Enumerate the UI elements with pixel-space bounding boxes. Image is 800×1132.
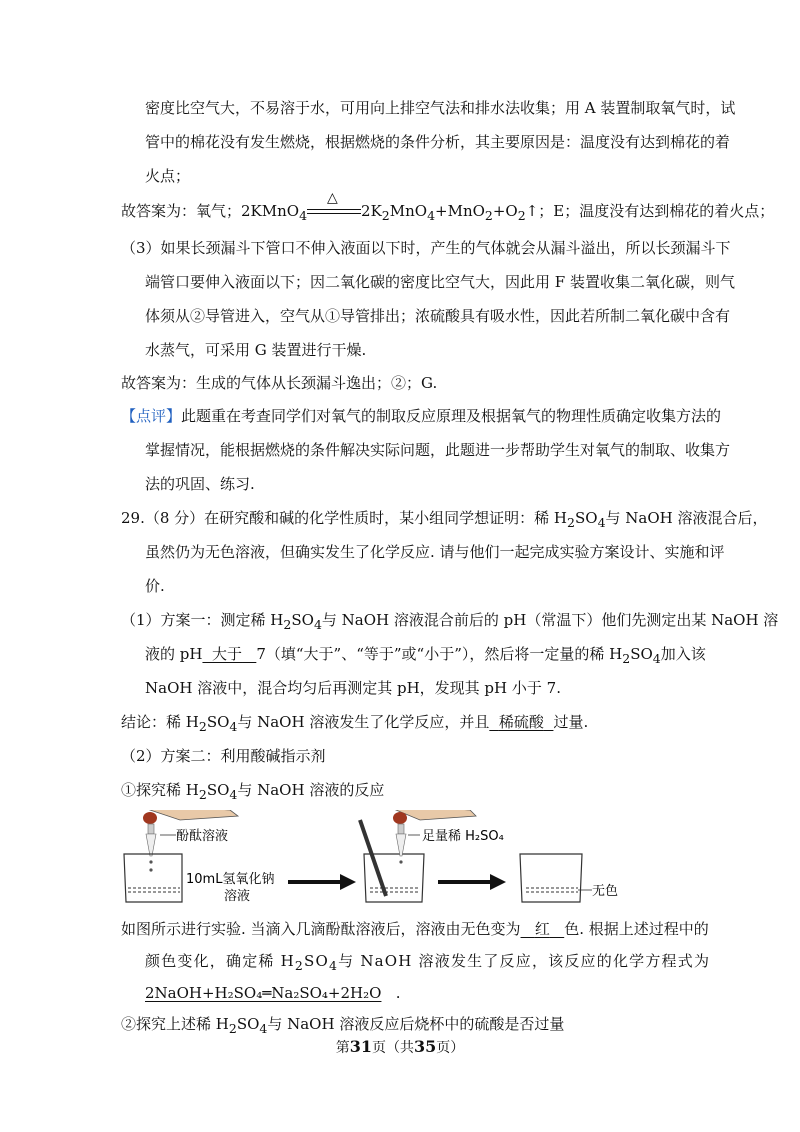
text-line: ②探究上述稀 $H_2SO_4$与 NaOH 溶液反应后烧杯中的硫酸是否过量: [121, 1015, 565, 1036]
beaker-left: [124, 854, 182, 902]
heat-arrow: [307, 190, 361, 219]
label-colorless: 无色: [592, 884, 619, 899]
text-line: 管中的棉花没有发生燃烧，根据燃烧的条件分析，其主要原因是：温度没有达到棉花的着: [145, 133, 731, 151]
answer-line: 故答案为：生成的气体从长颈漏斗逸出；②；G.: [121, 374, 438, 392]
answer-blank: 稀硫酸: [498, 713, 544, 731]
text-line: 端管口要伸入液面以下；因二氧化碳的密度比空气大，因此用 F 装置收集二氧化碳，则气: [145, 273, 735, 291]
arrow-right-icon: [288, 874, 356, 890]
comment-tag: 【点评】: [121, 407, 182, 425]
comment-line: 【点评】此题重在考查同学们对氧气的制取反应原理及根据氧气的物理性质确定收集方法的: [121, 407, 722, 425]
text-line: 体须从②导管进入，空气从①导管排出；浓硫酸具有吸水性，因此若所制二氧化碳中含有: [145, 307, 731, 325]
text-line: （3）如果长颈漏斗下管口不伸入液面以下时，产生的气体就会从漏斗溢出，所以长颈漏斗下: [121, 239, 731, 257]
label-sulfuric-acid: 足量稀 H₂SO₄: [422, 829, 504, 844]
text-line: 掌握情况，能根据燃烧的条件解决实际问题，此题进一步帮助学生对氧气的制取、收集方: [145, 441, 731, 459]
text-line: 价.: [145, 577, 165, 595]
equation-blank: 2NaOH+H₂SO₄═Na₂SO₄+2H₂O: [145, 984, 382, 1002]
text-line: 水蒸气，可采用 G 装置进行干燥.: [145, 341, 367, 359]
question-line: 29.（8 分）在研究酸和碱的化学性质时，某小组同学想证明：稀 $H_2SO_4$与 NaOH 溶液混合后，: [121, 509, 768, 530]
experiment-figure: [120, 810, 680, 910]
page-total: 35: [414, 1037, 437, 1056]
answer-blank: 大于: [212, 645, 243, 663]
answer-blank: 红: [534, 920, 550, 938]
heat-mark: △: [327, 190, 338, 206]
text-line: ①探究稀 $H_2SO_4$与 NaOH 溶液的反应: [121, 781, 385, 802]
beaker-middle: [360, 820, 424, 902]
label-phenolphthalein: 酚酞溶液: [176, 829, 229, 844]
text-line: 火点；: [145, 167, 191, 185]
beaker-right: [520, 854, 592, 902]
page-footer: 第31页（共35页）: [335, 1037, 465, 1056]
label-naoh: 10mL氢氧化钠: [186, 872, 275, 887]
text-line: （2）方案二：利用酸碱指示剂: [121, 747, 326, 765]
answer-line: 故答案为：氧气；2KMnO$_4$ △ $2K_2MnO_4+MnO_2+O_2↑$；E；温度没有达到棉花的着火点；: [121, 200, 774, 227]
page-number: 31: [349, 1037, 372, 1056]
text-line: 2NaOH+H₂SO₄═Na₂SO₄+2H₂O .: [145, 984, 401, 1002]
text-line: 如图所示进行实验. 当滴入几滴酚酞溶液后，溶液由无色变为 红 色. 根据上述过程中的: [121, 920, 709, 938]
text-line: 法的巩固、练习.: [145, 475, 255, 493]
text-line: 虽然仍为无色溶液，但确实发生了化学反应. 请与他们一起完成实验方案设计、实施和评: [145, 543, 725, 561]
label-naoh-solution: 溶液: [224, 889, 251, 904]
arrow-right-icon: [438, 874, 506, 890]
text-line: （1）方案一：测定稀 $H_2SO_4$与 NaOH 溶液混合前后的 pH（常温下）他们先测定出某 NaOH 溶: [121, 611, 779, 632]
text-line: 液的 pH 大于 7（填“大于”、“等于”或“小于”），然后将一定量的稀 $H_2SO_4$加入该: [145, 645, 706, 666]
text-line: NaOH 溶液中，混合均匀后再测定其 pH，发现其 pH 小于 7.: [145, 679, 561, 697]
text-line: 结论：稀 $H_2SO_4$与 NaOH 溶液发生了化学反应，并且 稀硫酸 过量.: [121, 713, 589, 734]
text-line: 颜色变化，确定稀 $H_2SO_4$与 NaOH 溶液发生了反应，该反应的化学方程式为: [145, 952, 711, 973]
text-line: 密度比空气大，不易溶于水，可用向上排空气法和排水法收集；用 A 装置制取氧气时，试: [145, 99, 736, 117]
